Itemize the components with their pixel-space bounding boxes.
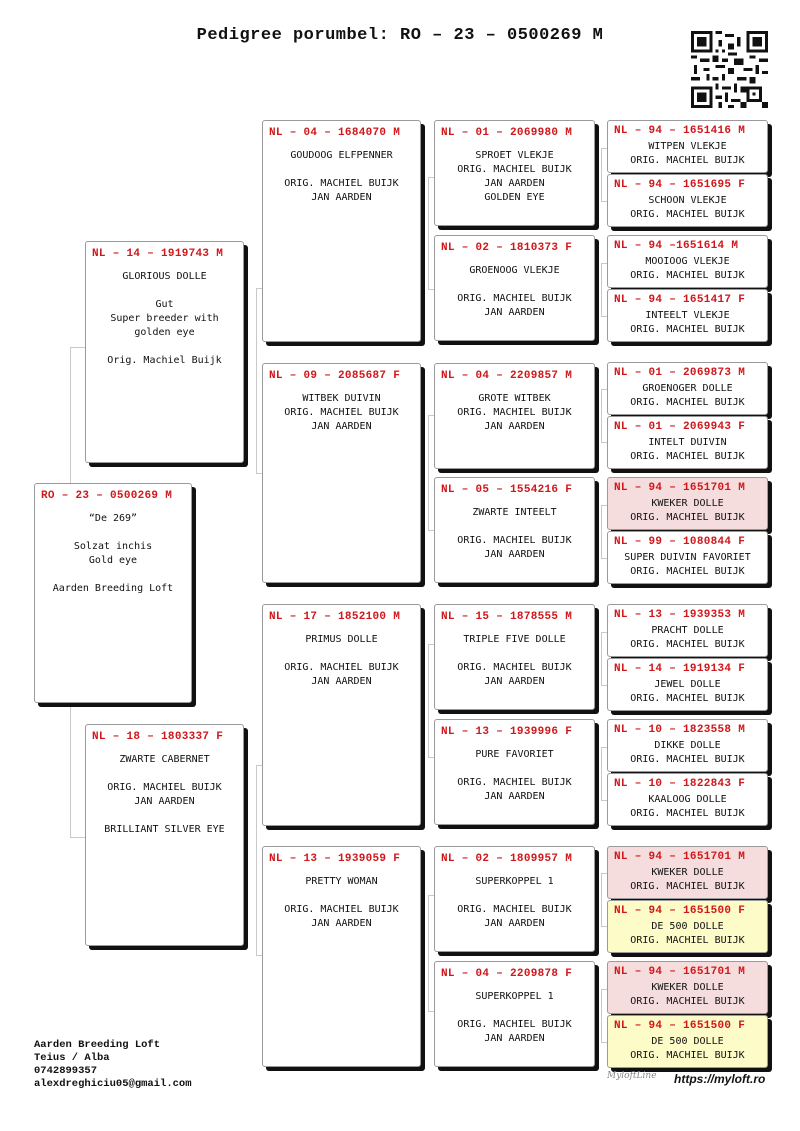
card-line: ORIG. MACHIEL BUIJK <box>630 566 745 577</box>
card-line: JAN AARDEN <box>311 421 372 432</box>
card-line: ORIG. MACHIEL BUIJK <box>630 451 745 462</box>
card-line: ORIG. MACHIEL BUIJK <box>630 881 745 892</box>
card-line: JAN AARDEN <box>484 549 545 560</box>
card-line: SUPERKOPPEL 1 <box>475 876 554 887</box>
ring-number: NL – 04 – 2209878 F <box>441 968 573 980</box>
grandparent-card[interactable] <box>262 363 421 583</box>
ring-number: NL – 13 – 1939996 F <box>441 726 573 738</box>
card-line <box>35 568 191 582</box>
great-grandparent-card[interactable] <box>434 961 595 1067</box>
gen4-card[interactable] <box>607 235 768 288</box>
ring-number: NL – 04 – 1684070 M <box>269 127 401 139</box>
ring-number: NL – 10 – 1822843 F <box>614 778 746 790</box>
breeder-phone: 0742899357 <box>34 1065 98 1077</box>
card-lines <box>435 392 594 434</box>
gen4-card[interactable] <box>607 773 768 826</box>
ring-number: NL – 04 – 2209857 M <box>441 370 573 382</box>
ring-number: NL – 94 – 1651701 M <box>614 851 746 863</box>
card-line: ORIG. MACHIEL BUIJK <box>630 155 745 166</box>
ring-number: NL – 14 – 1919134 F <box>614 663 746 675</box>
ring-number: NL – 15 – 1878555 M <box>441 611 573 623</box>
card-line: GOLDEN EYE <box>484 192 545 203</box>
card-line: JAN AARDEN <box>311 918 372 929</box>
card-line: ORIG. MACHIEL BUIJK <box>630 1050 745 1061</box>
card-line: JAN AARDEN <box>484 1033 545 1044</box>
dam-card[interactable] <box>85 724 244 946</box>
card-line: ORIG. MACHIEL BUIJK <box>630 808 745 819</box>
sire-card[interactable] <box>85 241 244 463</box>
gen4-card[interactable] <box>607 604 768 657</box>
card-line: ORIG. MACHIEL BUIJK <box>630 935 745 946</box>
card-lines <box>608 140 767 168</box>
card-line: GROENOGER DOLLE <box>642 383 733 394</box>
card-line <box>435 647 594 661</box>
gen4-card[interactable] <box>607 719 768 772</box>
card-line: ORIG. MACHIEL BUIJK <box>457 1019 572 1030</box>
gen4-card[interactable] <box>607 900 768 953</box>
ring-number: NL – 94 – 1651416 M <box>614 125 746 137</box>
ring-number: NL – 94 – 1651701 M <box>614 482 746 494</box>
card-line: JAN AARDEN <box>484 918 545 929</box>
card-lines <box>263 875 420 931</box>
card-line: GOUDOOG ELFPENNER <box>290 150 393 161</box>
card-line: JEWEL DOLLE <box>654 679 721 690</box>
ring-number: NL – 99 – 1080844 F <box>614 536 746 548</box>
card-lines <box>608 739 767 767</box>
ring-number: NL – 01 – 2069943 F <box>614 421 746 433</box>
breeder-contact <box>34 1039 192 1091</box>
card-lines <box>435 633 594 689</box>
card-line: BRILLIANT SILVER EYE <box>104 824 225 835</box>
card-line: ORIG. MACHIEL BUIJK <box>457 293 572 304</box>
card-lines <box>263 633 420 689</box>
great-grandparent-card[interactable] <box>434 846 595 952</box>
card-line: ZWARTE CABERNET <box>119 754 210 765</box>
ring-number: NL – 14 – 1919743 M <box>92 248 224 260</box>
breeder-name: Aarden Breeding Loft <box>34 1039 161 1051</box>
card-line: ORIG. MACHIEL BUIJK <box>630 996 745 1007</box>
card-line: INTEELT VLEKJE <box>645 310 730 321</box>
card-line: Super breeder with <box>110 313 219 324</box>
ring-number: NL – 09 – 2085687 F <box>269 370 401 382</box>
card-lines <box>435 748 594 804</box>
card-lines <box>608 866 767 894</box>
ring-number: NL – 10 – 1823558 M <box>614 724 746 736</box>
card-line: JAN AARDEN <box>484 307 545 318</box>
card-lines <box>435 149 594 205</box>
gen4-card[interactable] <box>607 362 768 415</box>
card-lines <box>608 436 767 464</box>
card-line: PRIMUS DOLLE <box>305 634 378 645</box>
card-line: WITBEK DUIVIN <box>302 393 381 404</box>
breeder-email: alexdreghiciu05@gmail.com <box>34 1078 192 1090</box>
card-line <box>86 340 243 354</box>
card-lines <box>608 920 767 948</box>
card-line: ORIG. MACHIEL BUIJK <box>630 397 745 408</box>
card-line: ORIG. MACHIEL BUIJK <box>630 209 745 220</box>
card-lines <box>608 309 767 337</box>
card-line: ORIG. MACHIEL BUIJK <box>284 178 399 189</box>
page-title: Pedigree porumbel: RO – 23 – 0500269 M <box>196 26 604 45</box>
card-line: Gold eye <box>88 555 138 566</box>
gen4-card[interactable] <box>607 477 768 530</box>
card-line: KWEKER DOLLE <box>651 982 724 993</box>
card-line <box>263 163 420 177</box>
card-line: Orig. Machiel Buijk <box>107 355 222 366</box>
ring-number: NL – 94 – 1651695 F <box>614 179 746 191</box>
gen4-card[interactable] <box>607 174 768 227</box>
card-line: ORIG. MACHIEL BUIJK <box>630 324 745 335</box>
card-lines <box>608 382 767 410</box>
card-line: JAN AARDEN <box>484 676 545 687</box>
ring-number: NL – 94 – 1651500 F <box>614 1020 746 1032</box>
card-line: SUPER DUIVIN FAVORIET <box>624 552 751 563</box>
card-line: ORIG. MACHIEL BUIJK <box>284 662 399 673</box>
ring-number: NL – 94 – 1651500 F <box>614 905 746 917</box>
card-line: PRACHT DOLLE <box>651 625 724 636</box>
ring-number: NL – 17 – 1852100 M <box>269 611 401 623</box>
card-line: INTELT DUIVIN <box>648 437 727 448</box>
gen4-card[interactable] <box>607 531 768 584</box>
card-line: KWEKER DOLLE <box>651 498 724 509</box>
breeder-location: Teius / Alba <box>34 1052 110 1064</box>
ring-number: NL – 01 – 2069873 M <box>614 367 746 379</box>
ring-number: NL – 05 – 1554216 F <box>441 484 573 496</box>
card-line <box>263 647 420 661</box>
card-line: GROENOOG VLEKJE <box>469 265 560 276</box>
ring-number: NL – 94 – 1651417 F <box>614 294 746 306</box>
card-line: JAN AARDEN <box>311 192 372 203</box>
card-line: WITPEN VLEKJE <box>648 141 727 152</box>
card-lines <box>263 392 420 434</box>
card-line: Gut <box>155 299 174 310</box>
card-line: JAN AARDEN <box>311 676 372 687</box>
grandparent-card[interactable] <box>262 120 421 342</box>
card-line: Solzat inchis <box>73 541 153 552</box>
card-line: ORIG. MACHIEL BUIJK <box>284 407 399 418</box>
great-grandparent-card[interactable] <box>434 477 595 583</box>
card-lines <box>608 255 767 283</box>
card-line: GROTE WITBEK <box>478 393 551 404</box>
card-line: MOOIOOG VLEKJE <box>645 256 730 267</box>
ring-number: NL – 02 – 1809957 M <box>441 853 573 865</box>
card-lines <box>263 149 420 205</box>
card-line: golden eye <box>134 327 195 338</box>
card-line: “De 269” <box>88 513 138 524</box>
card-line: ORIG. MACHIEL BUIJK <box>107 782 222 793</box>
ring-number: NL – 13 – 1939353 M <box>614 609 746 621</box>
card-lines <box>435 990 594 1046</box>
card-line: DE 500 DOLLE <box>651 921 724 932</box>
great-grandparent-card[interactable] <box>434 120 595 226</box>
card-line <box>435 889 594 903</box>
card-line: ORIG. MACHIEL BUIJK <box>457 407 572 418</box>
card-line: SPROET VLEKJE <box>475 150 554 161</box>
card-line: ORIG. MACHIEL BUIJK <box>457 535 572 546</box>
card-lines <box>608 194 767 222</box>
ring-number: NL – 01 – 2069980 M <box>441 127 573 139</box>
great-grandparent-card[interactable] <box>434 363 595 469</box>
card-line: ORIG. MACHIEL BUIJK <box>630 639 745 650</box>
gen4-card[interactable] <box>607 658 768 711</box>
card-line: DIKKE DOLLE <box>654 740 721 751</box>
card-lines <box>435 506 594 562</box>
card-line <box>263 889 420 903</box>
card-lines <box>608 551 767 579</box>
card-line: DE 500 DOLLE <box>651 1036 724 1047</box>
card-line: ORIG. MACHIEL BUIJK <box>630 512 745 523</box>
card-line: JAN AARDEN <box>134 796 195 807</box>
card-lines <box>608 793 767 821</box>
card-line: GLORIOUS DOLLE <box>122 271 207 282</box>
card-line <box>435 278 594 292</box>
card-line <box>435 762 594 776</box>
card-line: SUPERKOPPEL 1 <box>475 991 554 1002</box>
card-lines <box>608 981 767 1009</box>
great-grandparent-card[interactable] <box>434 719 595 825</box>
qr-code-icon <box>691 31 768 108</box>
card-line: KWEKER DOLLE <box>651 867 724 878</box>
card-line: TRIPLE FIVE DOLLE <box>463 634 566 645</box>
card-line: ORIG. MACHIEL BUIJK <box>630 754 745 765</box>
ring-number: NL – 18 – 1803337 F <box>92 731 224 743</box>
card-line: JAN AARDEN <box>484 178 545 189</box>
card-lines <box>608 497 767 525</box>
gen4-card[interactable] <box>607 1015 768 1068</box>
card-line <box>435 1004 594 1018</box>
card-line: KAALOOG DOLLE <box>648 794 727 805</box>
card-line <box>86 767 243 781</box>
card-line: ORIG. MACHIEL BUIJK <box>630 270 745 281</box>
card-line: ORIG. MACHIEL BUIJK <box>284 904 399 915</box>
ring-number: RO – 23 – 0500269 M <box>41 490 173 502</box>
card-line <box>86 809 243 823</box>
ring-number: NL – 94 –1651614 M <box>614 240 739 252</box>
signature-logo: MyloftLine <box>607 1071 657 1081</box>
card-line: JAN AARDEN <box>484 421 545 432</box>
card-line: ORIG. MACHIEL BUIJK <box>457 904 572 915</box>
card-line: SCHOON VLEKJE <box>648 195 727 206</box>
ring-number: NL – 02 – 1810373 F <box>441 242 573 254</box>
subject-card[interactable] <box>34 483 192 703</box>
card-line <box>435 520 594 534</box>
gen4-card[interactable] <box>607 961 768 1014</box>
card-line: ORIG. MACHIEL BUIJK <box>630 693 745 704</box>
gen4-card[interactable] <box>607 120 768 173</box>
grandparent-card[interactable] <box>262 846 421 1067</box>
website-link[interactable]: https://myloft.ro <box>674 1072 766 1086</box>
card-line: Aarden Breeding Loft <box>52 583 174 594</box>
card-lines <box>608 624 767 652</box>
ring-number: NL – 13 – 1939059 F <box>269 853 401 865</box>
card-lines <box>35 512 191 596</box>
card-lines <box>86 753 243 837</box>
ring-number: NL – 94 – 1651701 M <box>614 966 746 978</box>
card-line: ORIG. MACHIEL BUIJK <box>457 662 572 673</box>
card-lines <box>608 678 767 706</box>
card-line: JAN AARDEN <box>484 791 545 802</box>
card-line: PURE FAVORIET <box>475 749 554 760</box>
card-lines <box>435 264 594 320</box>
gen4-card[interactable] <box>607 846 768 899</box>
card-line: PRETTY WOMAN <box>305 876 378 887</box>
great-grandparent-card[interactable] <box>434 235 595 341</box>
card-lines <box>608 1035 767 1063</box>
card-lines <box>86 270 243 368</box>
card-line <box>86 284 243 298</box>
card-line: ZWARTE INTEELT <box>472 507 557 518</box>
gen4-card[interactable] <box>607 416 768 469</box>
card-line <box>35 526 191 540</box>
card-line: ORIG. MACHIEL BUIJK <box>457 777 572 788</box>
grandparent-card[interactable] <box>262 604 421 826</box>
card-line: ORIG. MACHIEL BUIJK <box>457 164 572 175</box>
gen4-card[interactable] <box>607 289 768 342</box>
great-grandparent-card[interactable] <box>434 604 595 710</box>
card-lines <box>435 875 594 931</box>
